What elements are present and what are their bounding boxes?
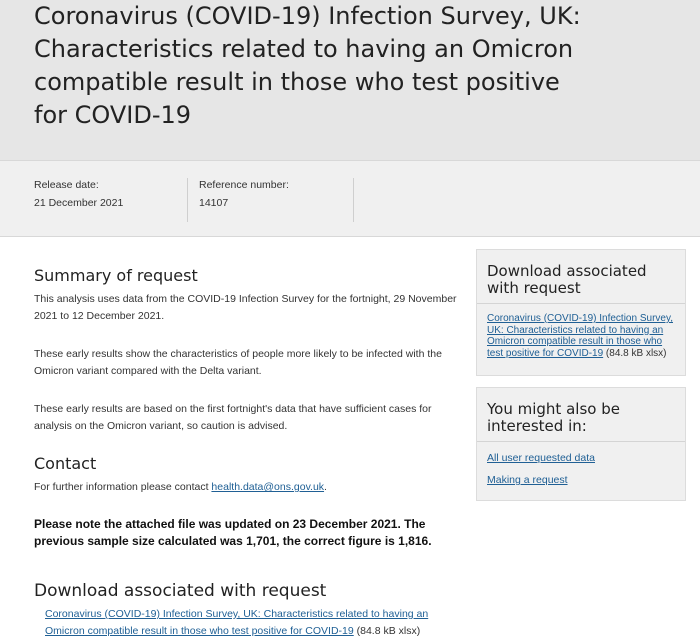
sidebar-related-body bbox=[477, 442, 685, 488]
page-title: Coronavirus (COVID-19) Infection Survey, UK: Characteristics related to having an Omicron compatible result in those who test positive for COVID-19 bbox=[34, 2, 581, 129]
contact-suffix: . bbox=[324, 481, 327, 493]
reference-number-value: 14107 bbox=[199, 197, 229, 209]
sidebar-download-item bbox=[487, 313, 675, 359]
release-date-block bbox=[34, 178, 188, 222]
sidebar-download-info: (84.8 kB xlsx) bbox=[603, 347, 667, 359]
contact-lead: For further information please contact bbox=[34, 481, 212, 493]
release-date-value: 21 December 2021 bbox=[34, 197, 124, 209]
update-notice: Please note the attached file was updated on 23 December 2021. The previous sample size calculated was 1,701, the correct figure is 1,816. bbox=[34, 517, 432, 548]
related-link-making-a-request[interactable]: Making a request bbox=[487, 474, 568, 486]
contact-heading: Contact bbox=[34, 454, 97, 473]
contact-text bbox=[34, 479, 468, 496]
sidebar-download-box bbox=[476, 249, 686, 376]
release-meta-bar bbox=[0, 160, 700, 237]
sidebar-download-header bbox=[477, 250, 685, 304]
sidebar-related-header bbox=[477, 388, 685, 442]
summary-heading: Summary of request bbox=[34, 266, 198, 285]
summary-paragraph-3: These early results are based on the first fortnight's data that have sufficient cases for analysis on the Omicron variant, so caution is advised. bbox=[34, 403, 432, 432]
download-file-link[interactable]: Coronavirus (COVID-19) Infection Survey, UK: Characteristics related to having an Omicron compatible result in those who test positive for COVID-19 bbox=[45, 608, 429, 637]
page-hero bbox=[0, 0, 700, 160]
reference-number-block bbox=[188, 178, 354, 222]
sidebar-related-heading: You might also be interested in: bbox=[487, 400, 620, 435]
reference-number-label: Reference number: bbox=[199, 179, 289, 191]
sidebar-download-body bbox=[477, 304, 685, 359]
summary-paragraph-2: These early results show the characteristics of people more likely to be infected with the Omicron variant compared with the Delta variant. bbox=[34, 348, 442, 377]
summary-paragraph-1: This analysis uses data from the COVID-19 Infection Survey for the fortnight, 29 November 2021 to 12 December 2021. bbox=[34, 293, 457, 322]
sidebar-download-heading: Download associated with request bbox=[487, 262, 647, 297]
download-file-info: (84.8 kB xlsx) bbox=[353, 625, 421, 637]
related-link-all-user-requested-data[interactable]: All user requested data bbox=[487, 452, 595, 464]
contact-email-link[interactable]: health.data@ons.gov.uk bbox=[211, 481, 325, 493]
download-item bbox=[45, 606, 468, 640]
sidebar-download-link[interactable]: Coronavirus (COVID-19) Infection Survey, UK: Characteristics related to having an Omicron compatible result in those who test positive for COVID-19 bbox=[487, 313, 673, 359]
sidebar-related-box bbox=[476, 387, 686, 501]
release-date-label: Release date: bbox=[34, 179, 99, 191]
download-heading: Download associated with request bbox=[34, 581, 327, 601]
